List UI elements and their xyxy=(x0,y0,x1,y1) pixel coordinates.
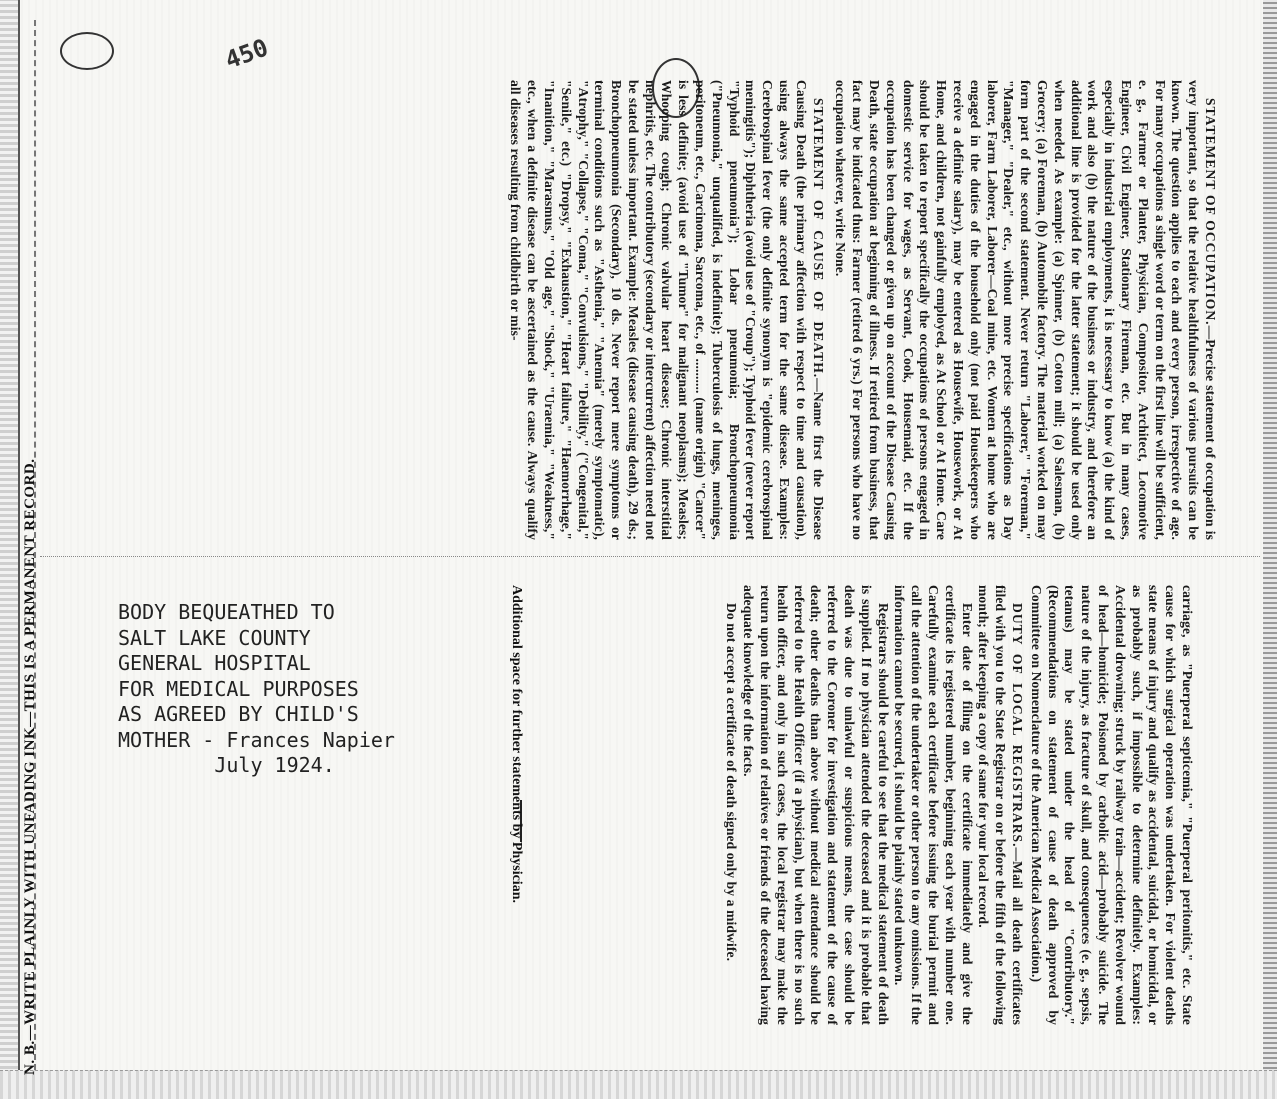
additional-space-label: Additional space for further statements by Physician. xyxy=(509,585,524,903)
typed-bequest-note xyxy=(118,600,395,779)
midwife-paragraph: Do not accept a certificate of death signed only by a midwife. xyxy=(724,603,740,962)
instructions-column-2 xyxy=(723,585,1195,1025)
typed-line: AS AGREED BY CHILD'S xyxy=(118,702,359,726)
typed-line: GENERAL HOSPITAL xyxy=(118,651,311,675)
cause-paragraph xyxy=(507,80,826,540)
occupation-heading: STATEMENT OF OCCUPATION. xyxy=(1203,98,1218,326)
typed-line: FOR MEDICAL PURPOSES xyxy=(118,676,359,701)
fold-line xyxy=(40,556,1260,557)
typed-line: SALT LAKE COUNTY xyxy=(118,625,311,650)
stamp-number: 450 xyxy=(221,33,272,75)
scan-edge-left xyxy=(0,0,20,1099)
medical-statement-paragraph: Registrars should be careful to see that the medical statement of death is supplied. If no physician attended the deceased and it is probable that death was due to unlawful or suspicious means, the case should be referred to the Coroner for investigation and statement of the cause of death; other deaths than above without medical attendance should be referred to the Health Officer (if a physician), but when there is no such health officer, and only in such cases, the local registrar may make the return upon the information of relatives or friends of the deceased having adequate knowledge of the facts. xyxy=(741,585,891,1025)
typed-line: MOTHER - Frances Napier xyxy=(118,727,395,752)
duty-heading: DUTY OF LOCAL REGISTRARS. xyxy=(1010,603,1026,848)
registrar-paragraph: Enter date of filing on the certificate immediately and give the certificate its registered number, beginning each year with number one. Carefully examine each certificate before issuing the burial permit and call the attention of the undertaker or other person to any omissions. If the information cannot be secured, it should be plainly stated unknown. xyxy=(892,585,975,1025)
occupation-paragraph xyxy=(832,80,1218,540)
occupation-text: —Precise statement of occupation is very important, so that the relative healthfulness of various pursuits can be known. The question applies to each and every person, irrespective of age. For many occupations a single word or term on the first line will be sufficient, e. g., Farmer or Planter, Physician, Compositor, Architect, Locomotive Engineer, Civil Engineer, Stationary Fireman, etc. But in many cases, especially in industrial employments, it is necessary to know (a) the kind of work and also (b) the nature of the business or industry, and therefore an additional line is provided for the latter statement; it should be used only when needed. As example: (a) Spinner, (b) Cotton mill; (a) Salesman, (b) Grocery; (a) Foreman, (b) Automobile factory. The material worked on may form part of the second statement. Never return "Laborer," "Foreman," "Manager," "Dealer," etc., without more precise specifications as Day laborer, Farm Laborer, Laborer—Coal mine, etc. Women at home who are engaged in the duties of the household only (not paid Housekeepers who receive a definite salary), may be entered as Housewife, Housework, or At Home, and children, not gainfully employed, as At School or At Home. Care should be taken to report specifically the occupations of persons engaged in domestic service for wages, as Servant, Cook, Housemaid, etc. If the occupation has been changed or given up on account of the Disease Causing Death, state occupation at beginning of illness. If retired from business, that fact may be indicated thus: Farmer (retired 6 yrs.) For persons who have no occupation whatever, write None. xyxy=(833,80,1218,540)
scan-edge-right xyxy=(1263,0,1277,1099)
cause-heading: STATEMENT OF CAUSE OF DEATH. xyxy=(810,98,826,379)
typed-line: BODY BEQUEATHED TO xyxy=(118,600,335,624)
circle-mark xyxy=(60,32,114,70)
scan-edge-bottom xyxy=(0,1070,1277,1099)
cause-continuation: carriage, as "Puerperal septicemia," "Puerperal peritonitis," etc. State cause for which surgical operation was undertaken. For violent deaths state means of injury and qualify as accidental, suicidal, or homicidal, or as probably such, if impossible to determine definitely. Examples: Accidental drowning; struck by railway train—accident; Revolver wound of head—homicide; Poisoned by carbolic acid—probably suicide. The nature of the injury, as fracture of skull, and consequences (e. g., sepsis, tetanus) may be stated under the head of "Contributory." (Recommendations on statement of cause of death approved by Committee on Nomenclature of the American Medical Association.) xyxy=(1028,585,1195,1025)
margin-note: N. B.—WRITE PLAINLY WITH UNFADING INK—THIS IS A PERMANENT RECORD. xyxy=(22,458,38,1075)
duty-text: —Mail all death certificates filed with you to the State Registrar on or before the fifth of the following month; after keeping a copy of same for your local record. xyxy=(976,585,1026,1025)
instructions-column-1 xyxy=(507,80,1218,540)
typed-line: July 1924. xyxy=(118,753,335,777)
cause-text: —Name first the Disease Causing Death (the primary affection with respect to time and causation), using always the same accepted term for the same disease. Examples: Cerebrospinal fever (the only definite synonym is "epidemic cerebrospinal meningitis"); Diphtheria (avoid use of "Croup"); Typhoid fever (never report "Typhoid pneumonia"); Lobar pneumonia; Bronchopneumonia ("Pneumonia," unqualified, is indefinite); Tuberculosis of lungs, meninges, peritoneum, etc., Carcinoma, Sarcoma, etc., of .......... (name origin) "Cancer" is less definite; (avoid use of "Tumor" for malignant neoplasms); Measles; Whooping cough; Chronic valvular heart disease; Chronic interstitial nephritis, etc. The contributory (secondary or intercurrent) affection need not be stated unless important. Example: Measles (disease causing death), 29 ds.; Bronchopneumonia (Secondary), 10 ds. Never report mere symptoms or terminal conditions such as "Asthenia," "Anemia" (merely symptomatic), "Atrophy," "Collapse," "Coma," "Convulsions," "Debility," ("Congenital," "Senile," etc.) "Dropsy," "Exhaustion," "Heart failure," "Haemorrhage," "Inanition," "Marasmus," "Old age," "Shock," "Uraemia," "Weakness," etc., when a definite disease can be ascertained as the cause. Always qualify all diseases resulting from childbirth or mis- xyxy=(508,80,826,540)
duty-paragraph xyxy=(975,585,1025,1025)
